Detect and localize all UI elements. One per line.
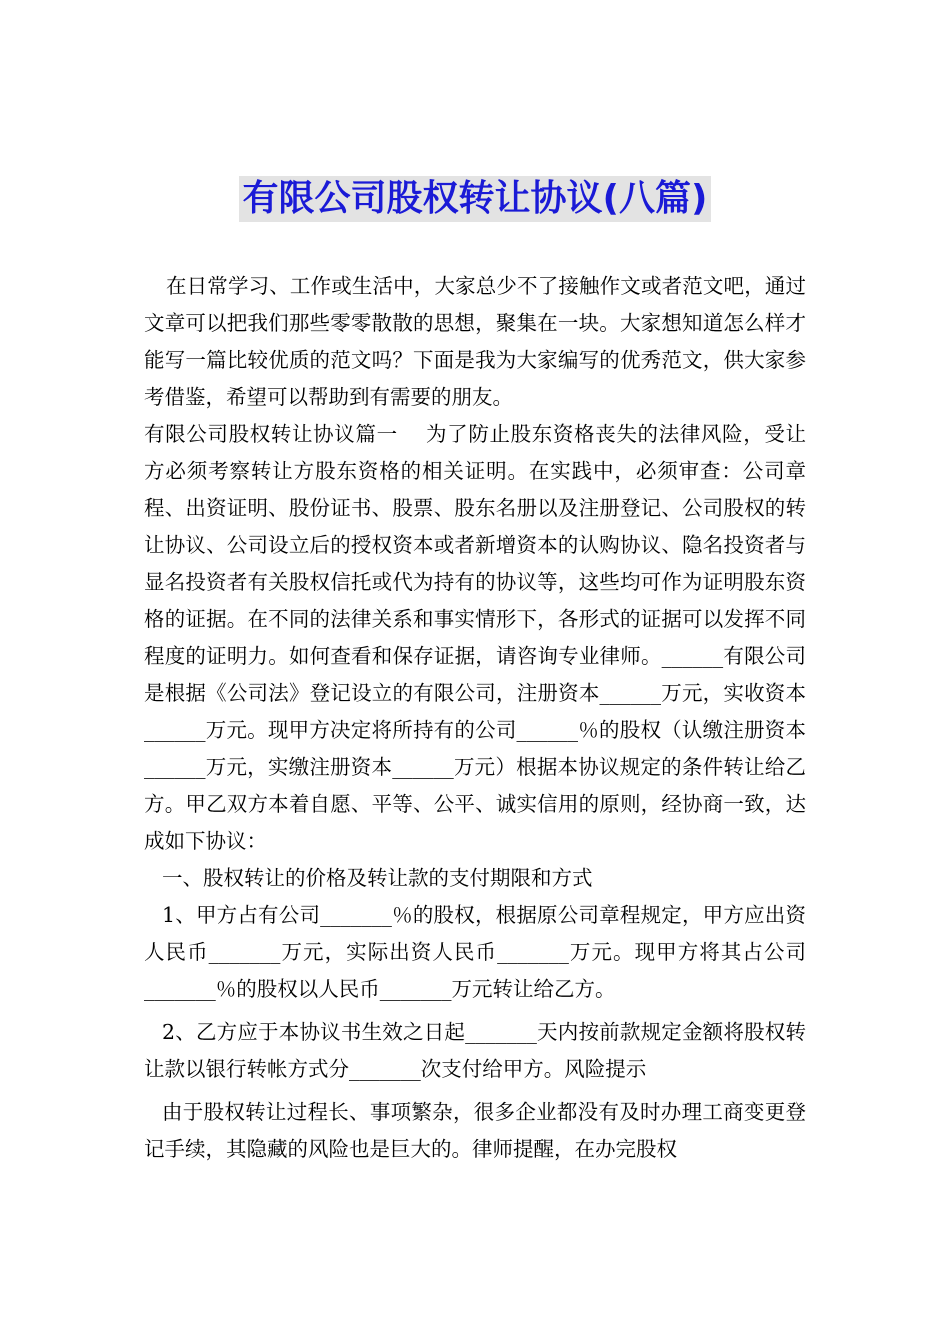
document-title: 有限公司股权转让协议(八篇) xyxy=(239,176,712,222)
paragraph-clause-2: 2、乙方应于本协议书生效之日起_______天内按前款规定金额将股权转让款以银行转帐方式分_______次支付给甲方。风险提示 xyxy=(144,1020,806,1081)
paragraph-risk-note: 由于股权转让过程长、事项繁杂，很多企业都没有及时办理工商变更登记手续，其隐藏的风险也是巨大的。律师提醒，在办完股权 xyxy=(144,1100,806,1161)
paragraph-section-heading: 一、股权转让的价格及转让款的支付期限和方式 xyxy=(162,866,593,890)
title-container xyxy=(0,176,950,222)
document-body xyxy=(144,268,806,1168)
paragraph-clause-1: 1、甲方占有公司_______％的股权，根据原公司章程规定，甲方应出资人民币_______万元，实际出资人民币_______万元。现甲方将其占公司_______％的股权以人民币_______万元转让给乙方。 xyxy=(144,903,806,1001)
paragraph-intro: 在日常学习、工作或生活中，大家总少不了接触作文或者范文吧，通过文章可以把我们那些零零散散的思想，聚集在一块。大家想知道怎么样才能写一篇比较优质的范文吗？下面是我为大家编写的优秀范文，供大家参考借鉴，希望可以帮助到有需要的朋友。 xyxy=(144,274,806,409)
paragraph-article-one: 有限公司股权转让协议篇一 为了防止股东资格丧失的法律风险，受让方必须考察转让方股东资格的相关证明。在实践中，必须审查：公司章程、出资证明、股份证书、股票、股东名册以及注册登记、公司股权的转让协议、公司设立后的授权资本或者新增资本的认购协议、隐名投资者与显名投资者有关股权信托或代为持有的协议等，这些均可作为证明股东资格的证据。在不同的法律关系和事实情形下，各形式的证据可以发挥不同程度的证明力。如何查看和保存证据，请咨询专业律师。______有限公司是根据《公司法》登记设立的有限公司，注册资本______万元，实收资本______万元。现甲方决定将所持有的公司______％的股权（认缴注册资本______万元，实缴注册资本______万元）根据本协议规定的条件转让给乙方。甲乙双方本着自愿、平等、公平、诚实信用的原则，经协商一致，达成如下协议： xyxy=(144,422,806,853)
